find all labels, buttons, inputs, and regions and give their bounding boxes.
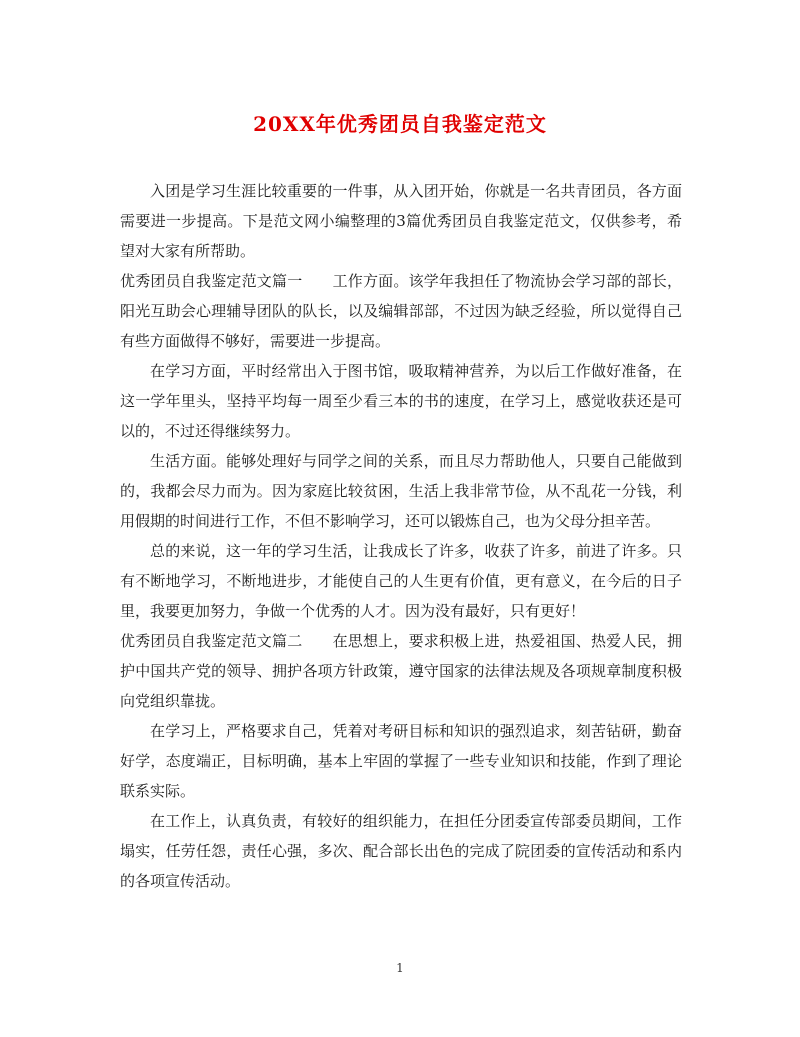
page-number: 1 [396,961,404,975]
section-two-heading: 优秀团员自我鉴定范文篇二 [120,632,303,650]
section-one-heading: 优秀团员自我鉴定范文篇一 [120,272,303,290]
section-one-paragraph [120,266,682,356]
intro-paragraph: 入团是学习生涯比较重要的一件事，从入团开始，你就是一名共青团员，各方面需要进一步提高。下是范文网小编整理的3篇优秀团员自我鉴定范文，仅供参考，希望对大家有所帮助。 [120,182,682,260]
section-two-paragraph [120,626,682,716]
work-paragraph: 在工作上，认真负责，有较好的组织能力，在担任分团委宣传部委员期间，工作塌实，任劳任怨，责任心强，多次、配合部长出色的完成了院团委的宣传活动和系内的各项宣传活动。 [120,812,682,890]
study-paragraph: 在学习方面，平时经常出入于图书馆，吸取精神营养，为以后工作做好准备，在这一学年里头，坚持平均每一周至少看三本的书的速度，在学习上，感觉收获还是可以的，不过还得继续努力。 [120,362,682,440]
learning-paragraph: 在学习上，严格要求自己，凭着对考研目标和知识的强烈追求，刻苦钻研，勤奋好学，态度端正，目标明确，基本上牢固的掌握了一些专业知识和技能，作到了理论联系实际。 [120,722,682,800]
document-title: 20XX年优秀团员自我鉴定范文 [253,112,547,136]
document-body [120,176,682,896]
section-one-text: 工作方面。该学年我担任了物流协会学习部的部长，阳光互助会心理辅导团队的队长，以及编辑部部，不过因为缺乏经验，所以觉得自己有些方面做得不够好，需要进一步提高。 [120,272,682,350]
summary-paragraph: 总的来说，这一年的学习生活，让我成长了许多，收获了许多，前进了许多。只有不断地学习，不断地进步，才能使自己的人生更有价值，更有意义，在今后的日子里，我要更加努力，争做一个优秀的人才。因为没有最好，只有更好！ [120,542,682,620]
life-paragraph: 生活方面。能够处理好与同学之间的关系，而且尽力帮助他人，只要自己能做到的，我都会尽力而为。因为家庭比较贫困，生活上我非常节俭，从不乱花一分钱，利用假期的时间进行工作，不但不影响学习，还可以锻炼自己，也为父母分担辛苦。 [120,452,682,530]
section-two-text: 在思想上，要求积极上进，热爱祖国、热爱人民，拥护中国共产党的领导、拥护各项方针政策，遵守国家的法律法规及各项规章制度积极向党组织靠拢。 [120,632,682,710]
